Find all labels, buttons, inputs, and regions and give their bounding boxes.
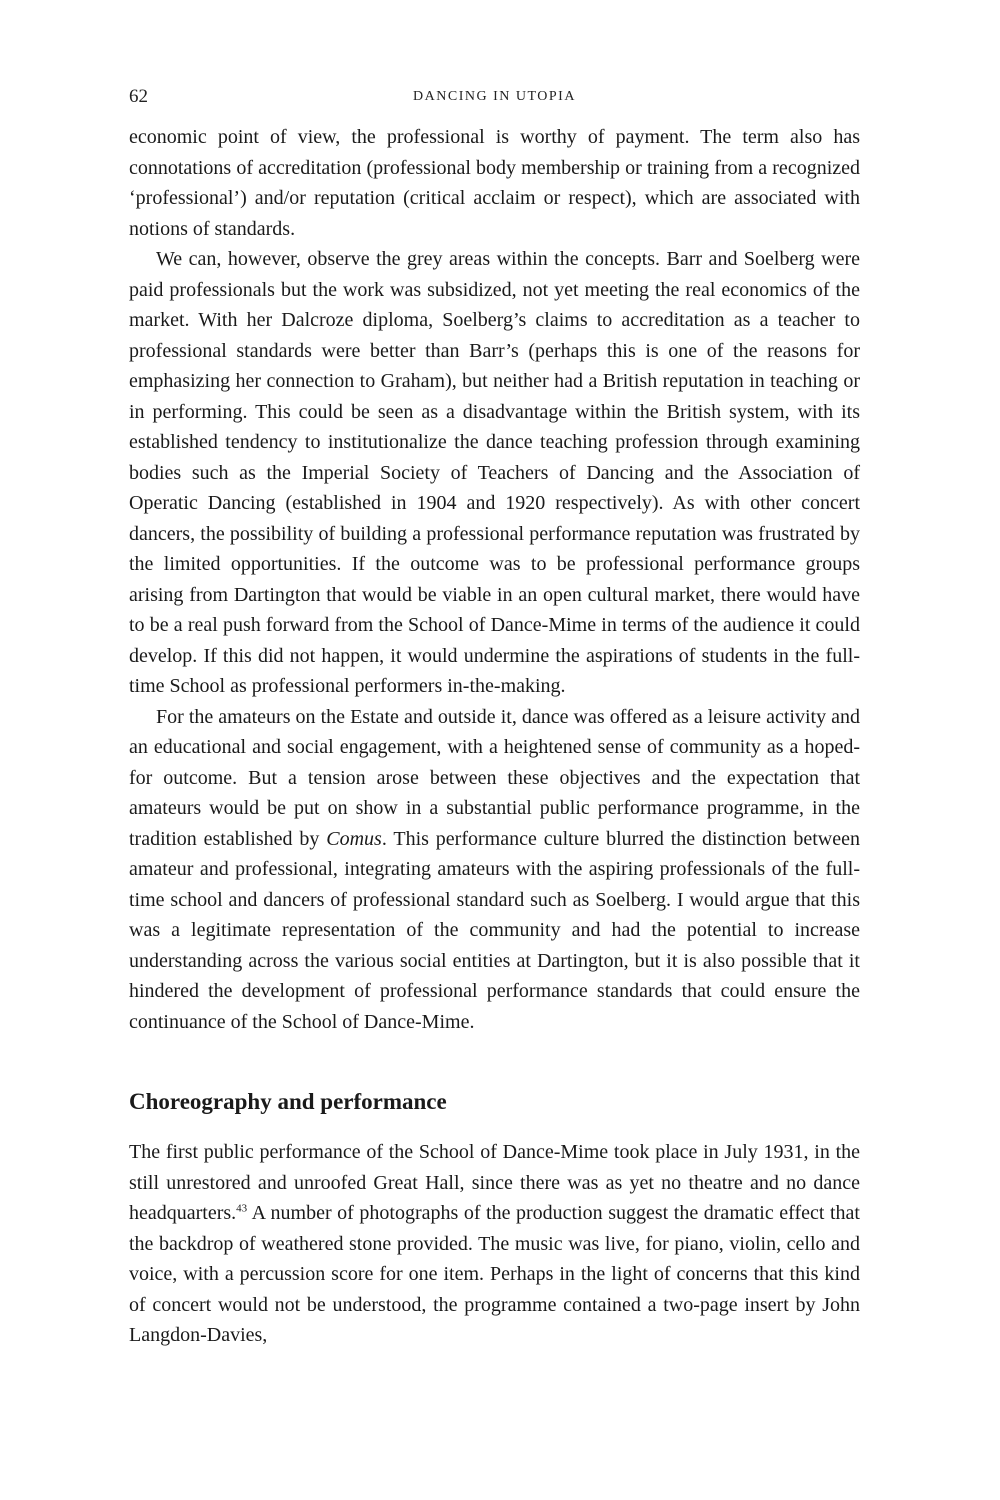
book-page — [129, 84, 860, 1351]
running-head — [129, 84, 860, 114]
body-text — [129, 122, 860, 1351]
footnote-marker[interactable]: 43 — [236, 1202, 248, 1215]
paragraph-amateurs-text-start: For the amateurs on the Estate and outside it, dance was offered as a leisure activity and an educational and social engagement, with a heightened sense of community as a hoped-for outcome. But a tension arose between these objectives and the expectation that amateurs would be put on show in a substantial public performance programme, in the tradition established by — [129, 705, 860, 850]
paragraph-amateurs-text-end: . This performance culture blurred the distinction between amateur and professional, integrating amateurs with the aspiring professionals of the full-time school and dancers of professional standard such as Soelberg. I would argue that this was a legitimate representation of the community and had the potential to increase understanding across the various social entities at Dartington, but it is also possible that it hindered the development of professional performance standards that could ensure the continuance of the School of Dance-Mime. — [129, 827, 860, 1033]
paragraph-amateurs — [129, 702, 860, 1038]
paragraph-first-performance-text-end: A number of photographs of the production suggest the dramatic effect that the backdrop of weathered stone provided. The music was live, for piano, violin, cello and voice, with a percussion score for one item. Perhaps in the light of concerns that this kind of concert would not be understood, the programme contained a two-page insert by John Langdon-Davies, — [129, 1202, 860, 1346]
running-title: DANCING IN UTOPIA — [413, 89, 576, 104]
paragraph-grey-areas: We can, however, observe the grey areas within the concepts. Barr and Soelberg were paid professionals but the work was subsidized, not yet meeting the real economics of the market. With her Dalcroze diploma, Soelberg’s claims to accreditation as a teacher to professional standards were better than Barr’s (perhaps this is one of the reasons for emphasizing her connection to Graham), but neither had a British reputation in teaching or in performing. This could be seen as a disadvantage within the British system, with its established tendency to institutionalize the dance teaching profession through examining bodies such as the Imperial Society of Teachers of Dancing and the Association of Operatic Dancing (established in 1904 and 1920 respectively). As with other concert dancers, the possibility of building a professional performance reputation was frustrated by the limited opportunities. If the outcome was to be professional performance groups arising from Dartington that would be viable in an open cultural market, there would have to be a real push forward from the School of Dance-Mime in terms of the audience it could develop. If this did not happen, it would undermine the aspirations of students in the full-time School as professional performers in-the-making. — [129, 248, 860, 697]
section-heading: Choreography and performance — [129, 1089, 447, 1114]
paragraph-first-performance-text-start: The first public performance of the School of Dance-Mime took place in July 1931, in the still unrestored and unroofed Great Hall, since there was as yet no theatre and no dance headquarters. — [129, 1141, 860, 1224]
page-number: 62 — [129, 86, 148, 107]
paragraph-first-performance — [129, 1137, 860, 1351]
paragraph-continued: economic point of view, the professional is worthy of payment. The term also has connotations of accreditation (professional body membership or training from a recognized ‘professional’) and/or reputation (critical acclaim or respect), which are associated with notions of standards. — [129, 126, 860, 240]
italic-title-comus: Comus — [326, 827, 382, 850]
